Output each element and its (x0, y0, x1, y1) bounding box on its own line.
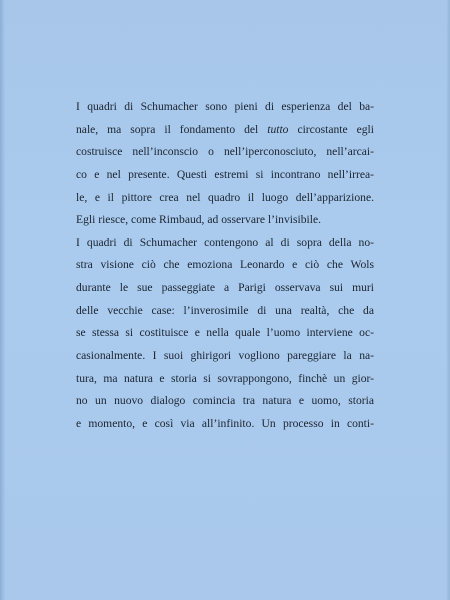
text-line: costruisce nell’inconscio o nell’iperconosciuto, nell’arcai- (76, 145, 374, 159)
body-text (76, 96, 374, 436)
page-right-edge (446, 0, 450, 600)
text-line: no un nuovo dialogo comincia tra natura e uomo, storia (76, 394, 374, 408)
text-line (76, 119, 374, 142)
text-span: circostante egli (288, 122, 374, 136)
text-span: nale, ma sopra il fondamento del (76, 122, 268, 136)
text-line: delle vecchie case: l’inverosimile di una realtà, che da (76, 303, 374, 317)
text-line: tura, ma natura e storia si sovrappongono, finchè un gior- (76, 371, 374, 385)
text-line: co e nel presente. Questi estremi si incontrano nell’irrea- (76, 167, 374, 181)
text-line: se stessa si costituisce e nella quale l’uomo interviene oc- (76, 326, 374, 340)
text-line: Egli riesce, come Rimbaud, ad osservare l’invisibile. (76, 213, 322, 227)
italic-word: tutto (267, 122, 289, 136)
text-line: e momento, e così via all’infinito. Un processo in conti- (76, 416, 374, 430)
text-line: I quadri di Schumacher contengono al di sopra della no- (76, 235, 374, 249)
text-line: I quadri di Schumacher sono pieni di esperienza del ba- (76, 100, 374, 113)
text-line: le, e il pittore crea nel quadro il luogo dell’apparizione. (76, 190, 374, 204)
text-line: durante le sue passeggiate a Parigi osservava sui muri (76, 281, 374, 295)
page-left-edge (0, 0, 5, 600)
text-line: stra visione ciò che emoziona Leonardo e ciò che Wols (76, 258, 374, 272)
text-line: casionalmente. I suoi ghirigori vogliono pareggiare la na- (76, 349, 374, 363)
